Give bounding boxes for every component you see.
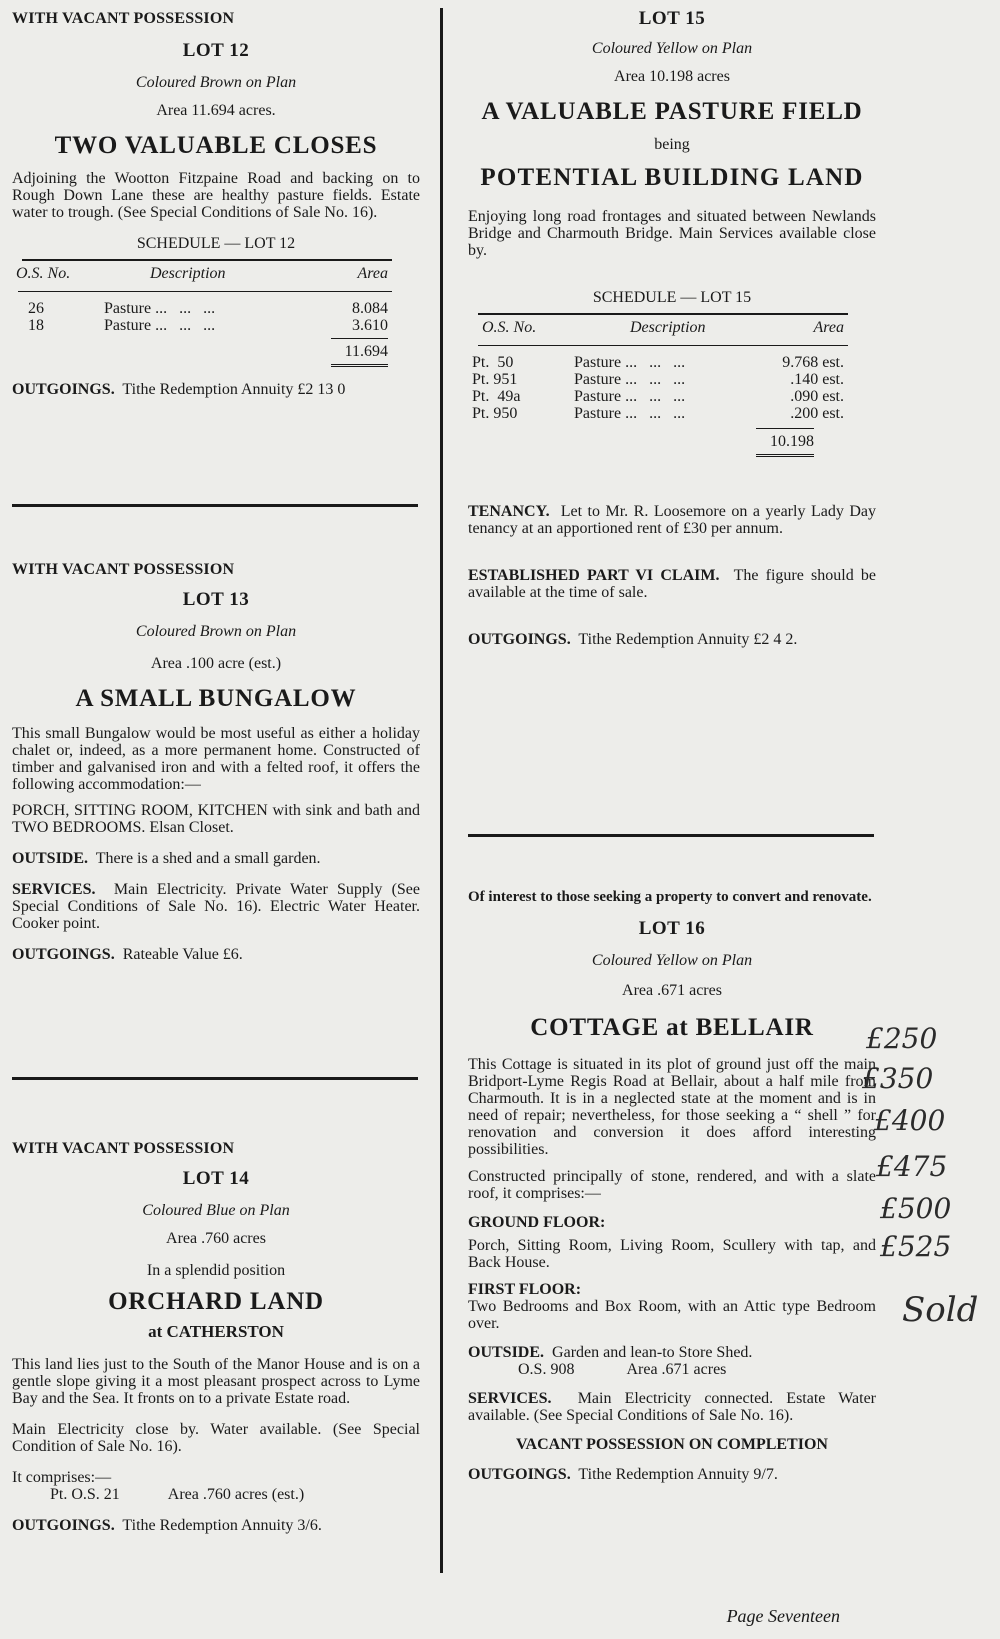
outgoings-label: OUTGOINGS.: [468, 631, 571, 648]
outgoings: [12, 1517, 420, 1534]
lot-area: Area 10.198 acres: [614, 68, 730, 85]
possession-heading: WITH VACANT POSSESSION: [12, 1140, 235, 1157]
interest-note: Of interest to those seeking a property to convert and renovate.: [468, 889, 872, 905]
col-description: Description: [630, 319, 706, 336]
handwritten-sold: Sold: [902, 1290, 979, 1330]
first-floor: Two Bedrooms and Box Room, with an Attic type Bedroom over.: [468, 1298, 876, 1332]
outside-detail: [468, 1361, 876, 1378]
col-area: Area: [813, 319, 844, 336]
outgoings-label: OUTGOINGS.: [468, 1466, 571, 1483]
lot-description: Adjoining the Wootton Fitzpaine Road and backing on to Rough Down Lane these are healthy pasture fields. Estate water to trough. (See Special Conditions of Sale No. 16).: [12, 170, 420, 221]
outgoings-text: Tithe Redemption Annuity 9/7.: [578, 1466, 778, 1483]
section-rule: [12, 1077, 418, 1080]
outside-label: OUTSIDE.: [468, 1344, 545, 1361]
schedule-table: [468, 315, 848, 457]
handwritten-bid: £350: [862, 1062, 934, 1095]
section-rule: [12, 504, 418, 507]
lot-area: Area .760 acres: [166, 1230, 266, 1247]
desc-cell: Pasture ... ... ...: [104, 300, 216, 317]
lot-16: [468, 889, 876, 1483]
lot-title: COTTAGE at BELLAIR: [530, 1014, 814, 1041]
outside-area: Area .671 acres: [626, 1361, 727, 1378]
handwritten-bid: £500: [880, 1192, 952, 1225]
desc-cell: Pasture ... ... ...: [574, 388, 686, 405]
possession-heading: WITH VACANT POSSESSION: [12, 561, 235, 578]
completion-note: VACANT POSSESSION ON COMPLETION: [516, 1436, 828, 1453]
outgoings: [468, 631, 876, 648]
column-divider: [440, 8, 443, 1573]
lot-title: ORCHARD LAND: [108, 1288, 324, 1315]
claim-label: ESTABLISHED PART VI CLAIM.: [468, 567, 720, 584]
outgoings-text: Tithe Redemption Annuity £2 13 0: [122, 381, 346, 398]
area-cell: .140 est.: [790, 371, 844, 388]
lot-area: Area 11.694 acres.: [156, 102, 276, 119]
table-row: [468, 371, 848, 388]
being-text: being: [654, 136, 690, 153]
lot-subtitle: at CATHERSTON: [148, 1322, 284, 1341]
plan-colour: Coloured Brown on Plan: [135, 623, 297, 640]
comprises-os: Pt. O.S. 21: [50, 1486, 120, 1503]
desc-cell: Pasture ... ... ...: [574, 354, 686, 371]
lot-number: LOT 16: [638, 918, 706, 939]
lot-13: [12, 561, 420, 963]
area-cell: .090 est.: [790, 388, 844, 405]
handwritten-bid: £525: [880, 1230, 952, 1263]
outside-text: There is a shed and a small garden.: [95, 850, 321, 867]
os-cell: 26: [28, 300, 44, 317]
claim: [468, 567, 876, 601]
tenancy-text: Let to Mr. R. Loosemore on a yearly Lady Day tenancy at an apportioned rent of £30 per annum.: [468, 503, 876, 537]
lot-number: LOT 15: [638, 8, 706, 29]
outside-os: O.S. 908: [518, 1361, 575, 1378]
os-cell: 18: [28, 317, 44, 334]
os-cell: Pt. 950: [472, 405, 518, 422]
desc-cell: Pasture ... ... ...: [104, 317, 216, 334]
table-row: [468, 405, 848, 422]
lot-number: LOT 12: [182, 40, 250, 61]
lot-description: This small Bungalow would be most useful as either a holiday chalet or, indeed, as a more permanent home. Constructed of timber and galvanised iron and with a felted roof, it offers the following accommodation:—: [12, 725, 420, 793]
schedule-total: 11.694: [331, 338, 388, 367]
lot-number: LOT 13: [182, 589, 250, 610]
schedule-total: 10.198: [756, 428, 814, 457]
lot-area: Area .100 acre (est.): [150, 655, 282, 672]
outgoings-label: OUTGOINGS.: [12, 1517, 115, 1534]
area-cell: .200 est.: [790, 405, 844, 422]
lot-area: Area .671 acres: [622, 982, 722, 999]
section-rule: [468, 834, 874, 837]
col-os: O.S. No.: [482, 319, 537, 336]
table-row: [468, 388, 848, 405]
services: Main Electricity close by. Water available. (See Special Condition of Sale No. 16).: [12, 1421, 420, 1455]
services-label: SERVICES.: [12, 881, 96, 898]
lot-description: Enjoying long road frontages and situated between Newlands Bridge and Charmouth Bridge. Main Services available close by.: [468, 208, 876, 259]
lot-14: [12, 1140, 420, 1534]
lot-15: [468, 8, 876, 648]
first-floor-label: FIRST FLOOR:: [468, 1281, 582, 1298]
desc-cell: Pasture ... ... ...: [574, 371, 686, 388]
handwritten-bid: £475: [876, 1150, 948, 1183]
outside-label: OUTSIDE.: [12, 850, 89, 867]
table-row: [468, 346, 848, 371]
area-cell: 8.084: [352, 300, 388, 317]
outgoings-text: Tithe Redemption Annuity 3/6.: [122, 1517, 322, 1534]
outgoings-label: OUTGOINGS.: [12, 946, 115, 963]
outside: [12, 850, 420, 867]
lot-title-secondary: POTENTIAL BUILDING LAND: [480, 164, 864, 191]
plan-colour: Coloured Brown on Plan: [135, 74, 297, 91]
os-cell: Pt. 49a: [472, 388, 521, 405]
comprises: It comprises:—: [12, 1469, 112, 1486]
claim-text: The figure should be available at the time of sale.: [468, 567, 876, 601]
page-number: Page Seventeen: [726, 1606, 840, 1626]
handwritten-bid: £250: [866, 1022, 938, 1055]
col-area: Area: [357, 265, 388, 282]
lot-title: A SMALL BUNGALOW: [75, 685, 357, 712]
services-text: Main Electricity connected. Estate Water available. (See Special Conditions of Sale No. 16).: [468, 1390, 877, 1424]
accommodation: PORCH, SITTING ROOM, KITCHEN with sink and bath and TWO BEDROOMS. Elsan Closet.: [12, 802, 420, 836]
desc-cell: Pasture ... ... ...: [574, 405, 686, 422]
table-row: [12, 292, 392, 317]
handwritten-bid: £400: [874, 1104, 946, 1137]
lot-title: A VALUABLE PASTURE FIELD: [481, 98, 863, 125]
services-text: Main Electricity. Private Water Supply (See Special Conditions of Sale No. 16). Electric Water Heater. Cooker point.: [12, 881, 421, 932]
outgoings-label: OUTGOINGS.: [12, 381, 115, 398]
services-label: SERVICES.: [468, 1390, 552, 1407]
outgoings: [12, 381, 420, 398]
outgoings: [468, 1466, 876, 1483]
area-cell: 9.768 est.: [782, 354, 844, 371]
possession-heading: WITH VACANT POSSESSION: [12, 10, 235, 27]
outgoings-text: Tithe Redemption Annuity £2 4 2.: [578, 631, 798, 648]
construction: Constructed principally of stone, rendered, and with a slate roof, it comprises:—: [468, 1168, 876, 1202]
ground-floor-label: GROUND FLOOR:: [468, 1214, 606, 1231]
lot-number: LOT 14: [182, 1168, 250, 1189]
outgoings: [12, 946, 420, 963]
tenancy: [468, 503, 876, 537]
area-cell: 3.610: [352, 317, 388, 334]
plan-colour: Coloured Blue on Plan: [142, 1202, 290, 1219]
outgoings-text: Rateable Value £6.: [122, 946, 243, 963]
lot-title: TWO VALUABLE CLOSES: [54, 132, 378, 159]
lot-description: This land lies just to the South of the Manor House and is on a gentle slope giving it a most pleasant prospect across to Lyme Bay and the Sea. It fronts on to a private Estate road.: [12, 1356, 420, 1407]
schedule-title: SCHEDULE — LOT 12: [136, 235, 296, 252]
lot-12: [12, 10, 420, 398]
os-cell: Pt. 50: [472, 354, 514, 371]
services: [12, 881, 420, 932]
ground-floor: Porch, Sitting Room, Living Room, Scullery with tap, and Back House.: [468, 1237, 876, 1271]
services: [468, 1390, 876, 1424]
plan-colour: Coloured Yellow on Plan: [591, 952, 753, 969]
table-row: [12, 317, 392, 334]
outside: [468, 1344, 876, 1361]
position-note: In a splendid position: [146, 1262, 286, 1279]
plan-colour: Coloured Yellow on Plan: [591, 40, 753, 57]
lot-description: This Cottage is situated in its plot of ground just off the main Bridport-Lyme Regis Road at Bellair, about a half mile from Charmouth. It is in a neglected state at the moment and is in need of repair; nevertheless, for those seeking a “ shell ” for renovation and conversion it does afford interesting possibilities.: [468, 1056, 876, 1158]
comprises-detail: [12, 1486, 420, 1503]
col-os: O.S. No.: [16, 265, 71, 282]
os-cell: Pt. 951: [472, 371, 518, 388]
comprises-area: Area .760 acres (est.): [167, 1486, 305, 1503]
tenancy-label: TENANCY.: [468, 503, 550, 520]
schedule-title: SCHEDULE — LOT 15: [592, 289, 752, 306]
outside-text: Garden and lean-to Store Shed.: [552, 1344, 753, 1361]
col-description: Description: [150, 265, 226, 282]
schedule-table: [12, 261, 392, 367]
